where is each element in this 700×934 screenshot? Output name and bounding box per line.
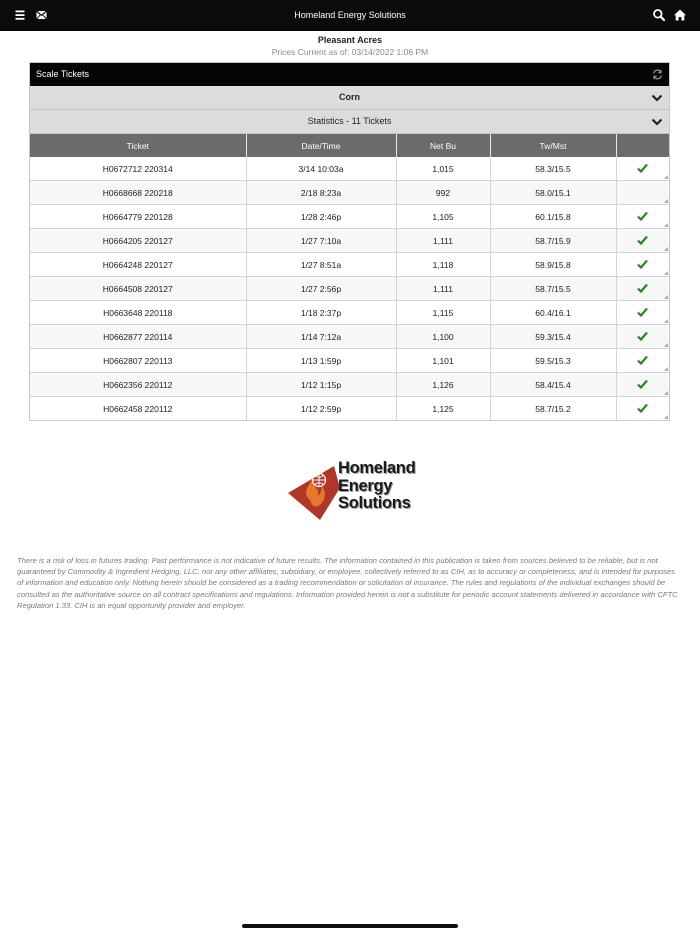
- checkmark-icon: [637, 163, 648, 173]
- checkmark-icon: [637, 403, 648, 413]
- tw-mst-cell: 60.1/15.8: [490, 205, 616, 229]
- tw-mst-cell: 58.7/15.9: [490, 229, 616, 253]
- scale-tickets-panel: [29, 62, 670, 421]
- row-expand-icon[interactable]: [664, 199, 668, 203]
- status-cell: [616, 373, 669, 397]
- ticket-cell: H0672712 220314: [30, 157, 246, 181]
- net-bu-cell: 1,111: [396, 229, 490, 253]
- net-bu-cell: 1,126: [396, 373, 490, 397]
- table-header-row: [30, 134, 669, 157]
- table-row[interactable]: [30, 277, 669, 301]
- ticket-cell: H0662356 220112: [30, 373, 246, 397]
- datetime-cell: 1/14 7:12a: [246, 325, 396, 349]
- tw-mst-cell: 58.7/15.5: [490, 277, 616, 301]
- table-row[interactable]: [30, 397, 669, 421]
- datetime-cell: 1/13 1:59p: [246, 349, 396, 373]
- chevron-down-icon: [651, 92, 663, 103]
- ticket-cell: H0668668 220218: [30, 181, 246, 205]
- checkmark-icon: [637, 259, 648, 269]
- statistics-label: Statistics - 11 Tickets: [307, 116, 392, 126]
- scale-tickets-title: Scale Tickets: [36, 69, 90, 79]
- refresh-icon[interactable]: [652, 69, 663, 80]
- row-expand-icon[interactable]: [664, 319, 668, 323]
- datetime-cell: 1/12 1:15p: [246, 373, 396, 397]
- column-header-datetime[interactable]: Date/Time: [246, 134, 396, 157]
- ticket-cell: H0664508 220127: [30, 277, 246, 301]
- status-cell: [616, 277, 669, 301]
- ticket-cell: H0662807 220113: [30, 349, 246, 373]
- row-expand-icon[interactable]: [664, 391, 668, 395]
- table-row[interactable]: [30, 181, 669, 205]
- net-bu-cell: 1,015: [396, 157, 490, 181]
- tw-mst-cell: 59.5/15.3: [490, 349, 616, 373]
- chevron-down-icon: [651, 116, 663, 127]
- row-expand-icon[interactable]: [664, 343, 668, 347]
- table-row[interactable]: [30, 157, 669, 181]
- checkmark-icon: [637, 307, 648, 317]
- company-logo: [286, 458, 414, 522]
- home-icon[interactable]: [673, 8, 687, 22]
- net-bu-cell: 1,111: [396, 277, 490, 301]
- net-bu-cell: 992: [396, 181, 490, 205]
- home-indicator[interactable]: [242, 924, 458, 928]
- checkmark-icon: [637, 379, 648, 389]
- table-row[interactable]: [30, 349, 669, 373]
- tw-mst-cell: 60.4/16.1: [490, 301, 616, 325]
- table-row[interactable]: [30, 229, 669, 253]
- column-header-ticket[interactable]: Ticket: [30, 134, 246, 157]
- statistics-toggle[interactable]: [30, 110, 669, 134]
- ticket-cell: H0664205 220127: [30, 229, 246, 253]
- row-expand-icon[interactable]: [664, 175, 668, 179]
- column-header-status: [616, 134, 669, 157]
- logo-line-solutions: Solutions: [338, 494, 411, 512]
- datetime-cell: 1/12 2:59p: [246, 397, 396, 421]
- table-row[interactable]: [30, 325, 669, 349]
- commodity-selector[interactable]: [30, 86, 669, 110]
- tw-mst-cell: 58.7/15.2: [490, 397, 616, 421]
- row-expand-icon[interactable]: [664, 223, 668, 227]
- app-title: Homeland Energy Solutions: [294, 10, 406, 20]
- tw-mst-cell: 58.9/15.8: [490, 253, 616, 277]
- ticket-cell: H0662877 220114: [30, 325, 246, 349]
- row-expand-icon[interactable]: [664, 415, 668, 419]
- checkmark-icon: [637, 211, 648, 221]
- scale-tickets-header: [30, 63, 669, 86]
- status-cell: [616, 229, 669, 253]
- net-bu-cell: 1,101: [396, 349, 490, 373]
- row-expand-icon[interactable]: [664, 295, 668, 299]
- checkmark-icon: [637, 331, 648, 341]
- net-bu-cell: 1,105: [396, 205, 490, 229]
- net-bu-cell: 1,115: [396, 301, 490, 325]
- column-header-net-bu[interactable]: Net Bu: [396, 134, 490, 157]
- datetime-cell: 1/27 8:51a: [246, 253, 396, 277]
- datetime-cell: 1/27 2:56p: [246, 277, 396, 301]
- status-cell: [616, 397, 669, 421]
- status-cell: [616, 205, 669, 229]
- net-bu-cell: 1,118: [396, 253, 490, 277]
- status-cell: [616, 181, 669, 205]
- status-cell: [616, 349, 669, 373]
- status-cell: [616, 301, 669, 325]
- status-cell: [616, 253, 669, 277]
- row-expand-icon[interactable]: [664, 367, 668, 371]
- prices-current-timestamp: Prices Current as of: 03/14/2022 1:06 PM: [271, 47, 429, 57]
- ticket-cell: H0662458 220112: [30, 397, 246, 421]
- table-row[interactable]: [30, 253, 669, 277]
- row-expand-icon[interactable]: [664, 271, 668, 275]
- datetime-cell: 1/27 7:10a: [246, 229, 396, 253]
- net-bu-cell: 1,125: [396, 397, 490, 421]
- checkmark-icon: [637, 235, 648, 245]
- column-header-tw-mst[interactable]: Tw/Mst: [490, 134, 616, 157]
- net-bu-cell: 1,100: [396, 325, 490, 349]
- scale-tickets-table: [30, 134, 669, 420]
- tw-mst-cell: 59.3/15.4: [490, 325, 616, 349]
- table-row[interactable]: [30, 301, 669, 325]
- row-expand-icon[interactable]: [664, 247, 668, 251]
- checkmark-icon: [637, 355, 648, 365]
- farm-name: Pleasant Acres: [317, 35, 383, 45]
- datetime-cell: 2/18 8:23a: [246, 181, 396, 205]
- search-icon[interactable]: [652, 8, 666, 22]
- commodity-label: Corn: [339, 92, 360, 102]
- table-row[interactable]: [30, 373, 669, 397]
- top-bar: [0, 0, 700, 31]
- datetime-cell: 1/18 2:37p: [246, 301, 396, 325]
- tw-mst-cell: 58.0/15.1: [490, 181, 616, 205]
- tw-mst-cell: 58.3/15.5: [490, 157, 616, 181]
- checkmark-icon: [637, 283, 648, 293]
- risk-disclaimer: There is a risk of loss in futures trading. Past performance is not indicative of future results. The information contained in this publication is taken from sources believed to be reliable, but is not guaranteed by Commodity & Ingredient Hedging, LLC, nor any other affiliates, subsidiary, or employee, collectively referred to as CIH, as to accuracy or completeness, and is intended for purposes of information and education only. Nothing herein should be considered as a trading recommendation or solicitation of insurance. The rules and regulations of the individual exchanges should be consulted as the authoritative source on all contract specifications and regulations. Information provided herein is not a substitute for periodic account statements delivered in accordance with CFTC Regulation 1.33. CIH is an equal opportunity provider and employer.: [17, 556, 678, 610]
- ticket-cell: H0664779 220128: [30, 205, 246, 229]
- datetime-cell: 1/28 2:46p: [246, 205, 396, 229]
- status-cell: [616, 157, 669, 181]
- logo-line-energy: Energy: [338, 476, 393, 495]
- table-row[interactable]: [30, 205, 669, 229]
- status-cell: [616, 325, 669, 349]
- ticket-cell: H0663648 220118: [30, 301, 246, 325]
- datetime-cell: 3/14 10:03a: [246, 157, 396, 181]
- logo-line-homeland: Homeland: [338, 459, 416, 477]
- logo-text: [338, 460, 415, 513]
- tw-mst-cell: 58.4/15.4: [490, 373, 616, 397]
- ticket-cell: H0664248 220127: [30, 253, 246, 277]
